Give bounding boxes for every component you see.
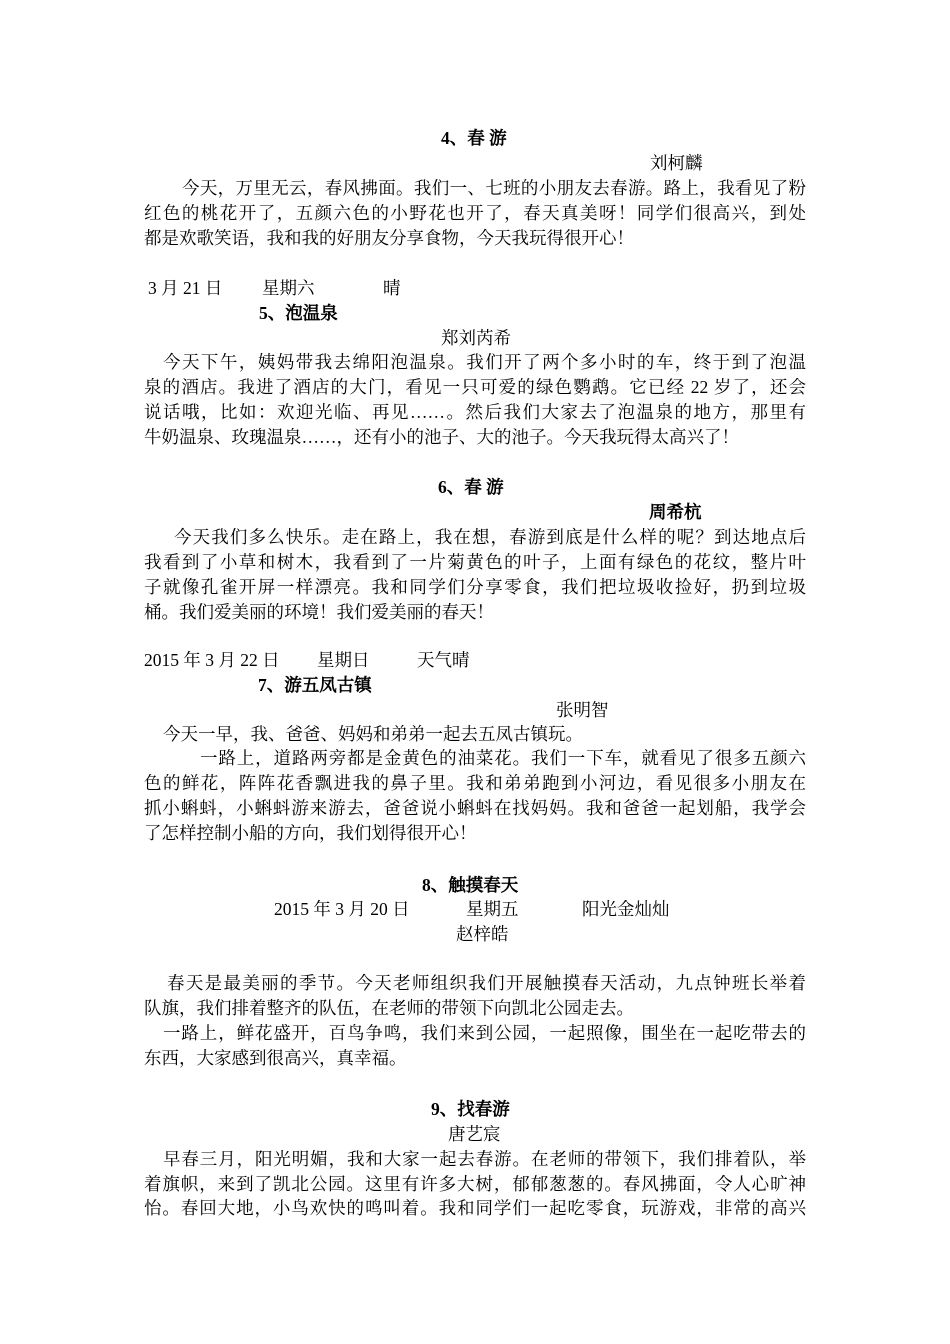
paragraph-line: 东西，大家感到很高兴，真幸福。	[144, 1048, 407, 1068]
paragraph-line: 红色的桃花开了，五颜六色的小野花也开了，春天真美呀！同学们很高兴，到处	[144, 203, 806, 223]
paragraph-line: 一路上，鲜花盛开，百鸟争鸣，我们来到公园，一起照像，围坐在一起吃带去的	[163, 1023, 806, 1043]
entry-weekday: 星期日	[317, 650, 370, 670]
paragraph-line: 桶。我们爱美丽的环境！我们爱美丽的春天！	[144, 602, 494, 622]
paragraph-line: 今天一早，我、爸爸、妈妈和弟弟一起去五凤古镇玩。	[163, 724, 583, 744]
paragraph-line: 子就像孔雀开屏一样漂亮。我和同学们分享零食，我们把垃圾收捡好，扔到垃圾	[144, 577, 806, 597]
paragraph-line: 早春三月，阳光明媚，我和大家一起去春游。在老师的带领下，我们排着队，举	[163, 1149, 806, 1169]
entry-date: 2015 年 3 月 20 日	[274, 899, 410, 919]
paragraph-line: 了怎样控制小船的方向，我们划得很开心！	[144, 823, 477, 843]
entry-weather: 天气晴	[417, 650, 470, 670]
paragraph-line: 色的鲜花，阵阵花香飘进我的鼻子里。我和弟弟跑到小河边，看见很多小朋友在	[144, 773, 806, 793]
paragraph-line: 今天下午，姨妈带我去绵阳泡温泉。我们开了两个多小时的车，终于到了泡温	[163, 352, 806, 372]
paragraph-line: 牛奶温泉、玫瑰温泉……，还有小的池子、大的池子。今天我玩得太高兴了！	[144, 427, 739, 447]
entry-author: 刘柯麟	[650, 153, 703, 173]
entry-title: 7、游五凤古镇	[258, 675, 372, 695]
entry-author: 唐艺宸	[448, 1124, 501, 1144]
paragraph-line: 我看到了小草和树木，我看到了一片菊黄色的叶子，上面有绿色的花纹，整片叶	[144, 552, 806, 572]
paragraph-line: 怡。春回大地，小鸟欢快的鸣叫着。我和同学们一起吃零食，玩游戏，非常的高兴	[144, 1198, 806, 1218]
entry-author: 张明智	[556, 700, 609, 720]
paragraph-line: 今天，万里无云，春风拂面。我们一、七班的小朋友去春游。路上，我看见了粉	[182, 178, 806, 198]
entry-author: 赵梓皓	[456, 924, 509, 944]
paragraph-line: 抓小蝌蚪，小蝌蚪游来游去，爸爸说小蝌蚪在找妈妈。我和爸爸一起划船，我学会	[144, 798, 806, 818]
entry-weekday: 星期五	[466, 899, 519, 919]
entry-date: 2015 年 3 月 22 日	[144, 650, 280, 670]
entry-weekday: 星期六	[262, 278, 315, 298]
entry-title: 6、春 游	[438, 477, 504, 497]
entry-weather: 阳光金灿灿	[582, 899, 670, 919]
paragraph-line: 春天是最美丽的季节。今天老师组织我们开展触摸春天活动，九点钟班长举着	[167, 973, 806, 993]
paragraph-line: 一路上，道路两旁都是金黄色的油菜花。我们一下车，就看见了很多五颜六	[200, 748, 806, 768]
entry-date: 3 月 21 日	[148, 278, 223, 298]
entry-title: 5、泡温泉	[259, 303, 338, 323]
paragraph-line: 今天我们多么快乐。走在路上，我在想，春游到底是什么样的呢？到达地点后	[174, 527, 806, 547]
paragraph-line: 着旗帜，来到了凯北公园。这里有许多大树，郁郁葱葱的。春风拂面，令人心旷神	[144, 1174, 806, 1194]
paragraph-line: 都是欢歌笑语，我和我的好朋友分享食物，今天我玩得很开心！	[144, 228, 634, 248]
entry-author: 郑刘芮希	[441, 328, 511, 348]
paragraph-line: 队旗，我们排着整齐的队伍，在老师的带领下向凯北公园走去。	[144, 998, 634, 1018]
entry-weather: 晴	[383, 278, 401, 298]
entry-title: 8、触摸春天	[422, 875, 519, 895]
entry-title: 4、春 游	[441, 128, 507, 148]
entry-author: 周希杭	[649, 502, 702, 522]
paragraph-line: 说话哦，比如：欢迎光临、再见……。然后我们大家去了泡温泉的地方，那里有	[144, 402, 806, 422]
entry-title: 9、找春游	[431, 1099, 510, 1119]
paragraph-line: 泉的酒店。我进了酒店的大门，看见一只可爱的绿色鹦鹉。它已经 22 岁了，还会	[144, 377, 806, 397]
